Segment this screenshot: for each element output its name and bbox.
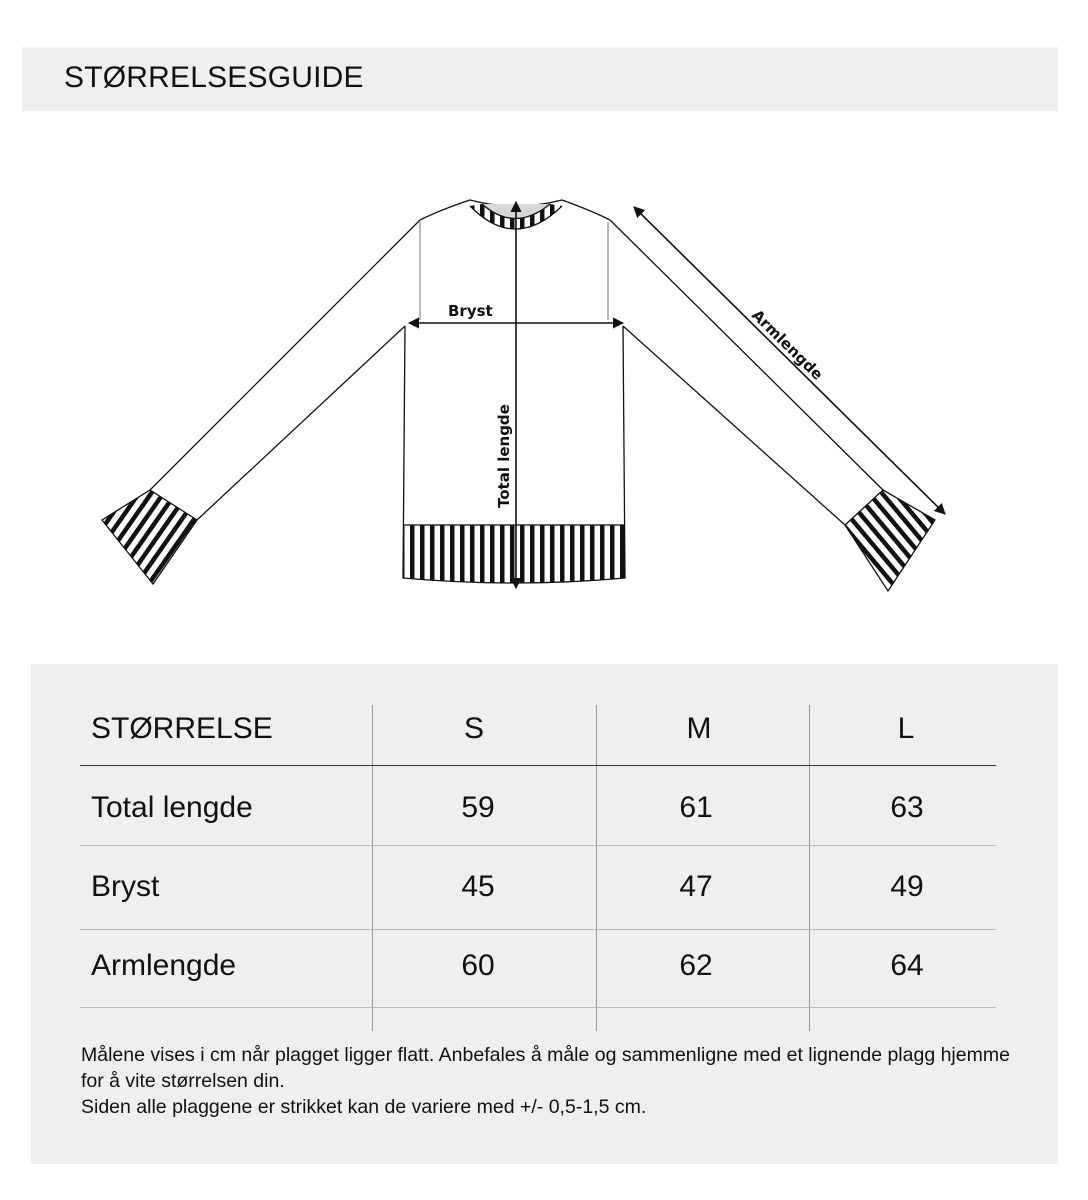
size-m-header: M: [686, 712, 712, 745]
value-cell: 45: [461, 870, 495, 903]
right-cuff: [840, 485, 940, 595]
size-table-panel: [31, 664, 1058, 1164]
total-length-label: Total lengde: [495, 404, 513, 508]
value-cell: 49: [890, 870, 924, 903]
row-rule: [80, 1007, 996, 1008]
value-cell: 47: [679, 870, 713, 903]
row-label-chest: Bryst: [91, 870, 160, 903]
column-divider: [809, 705, 810, 1031]
value-cell: 60: [461, 949, 495, 982]
value-cell: 59: [461, 791, 495, 824]
column-divider: [596, 705, 597, 1031]
value-cell: 62: [679, 949, 713, 982]
row-rule: [80, 845, 996, 846]
size-column-header: STØRRELSE: [91, 712, 273, 745]
row-rule: [80, 929, 996, 930]
chest-label: Bryst: [448, 302, 493, 320]
row-label-total-length: Total lengde: [91, 791, 253, 824]
column-divider: [372, 705, 373, 1031]
sweater-illustration: [0, 130, 1088, 650]
collar-rib: [460, 190, 570, 250]
value-cell: 63: [890, 791, 924, 824]
sleeve-length-arrow: [634, 207, 945, 514]
header-bar: [22, 47, 1058, 111]
value-cell: 64: [890, 949, 924, 982]
value-cell: 61: [679, 791, 713, 824]
header-rule: [80, 765, 996, 766]
note-line-1: Målene vises i cm når plagget ligger flatt. Anbefales å måle og sammenligne med et lignende plagg hjemme for å vite størrelsen din.: [81, 1044, 1010, 1092]
size-s-header: S: [463, 712, 484, 745]
measurement-note: [81, 1042, 1011, 1120]
note-line-2: Siden alle plaggene er strikket kan de variere med +/- 0,5-1,5 cm.: [81, 1096, 647, 1118]
hem-rib: [400, 525, 630, 590]
garment-diagram: [0, 130, 1088, 650]
row-label-sleeve-length: Armlengde: [91, 949, 237, 982]
left-cuff: [95, 485, 205, 590]
sleeve-length-label: Armlengde: [748, 306, 827, 384]
size-l-header: L: [897, 712, 915, 745]
page-title: STØRRELSESGUIDE: [64, 61, 364, 94]
